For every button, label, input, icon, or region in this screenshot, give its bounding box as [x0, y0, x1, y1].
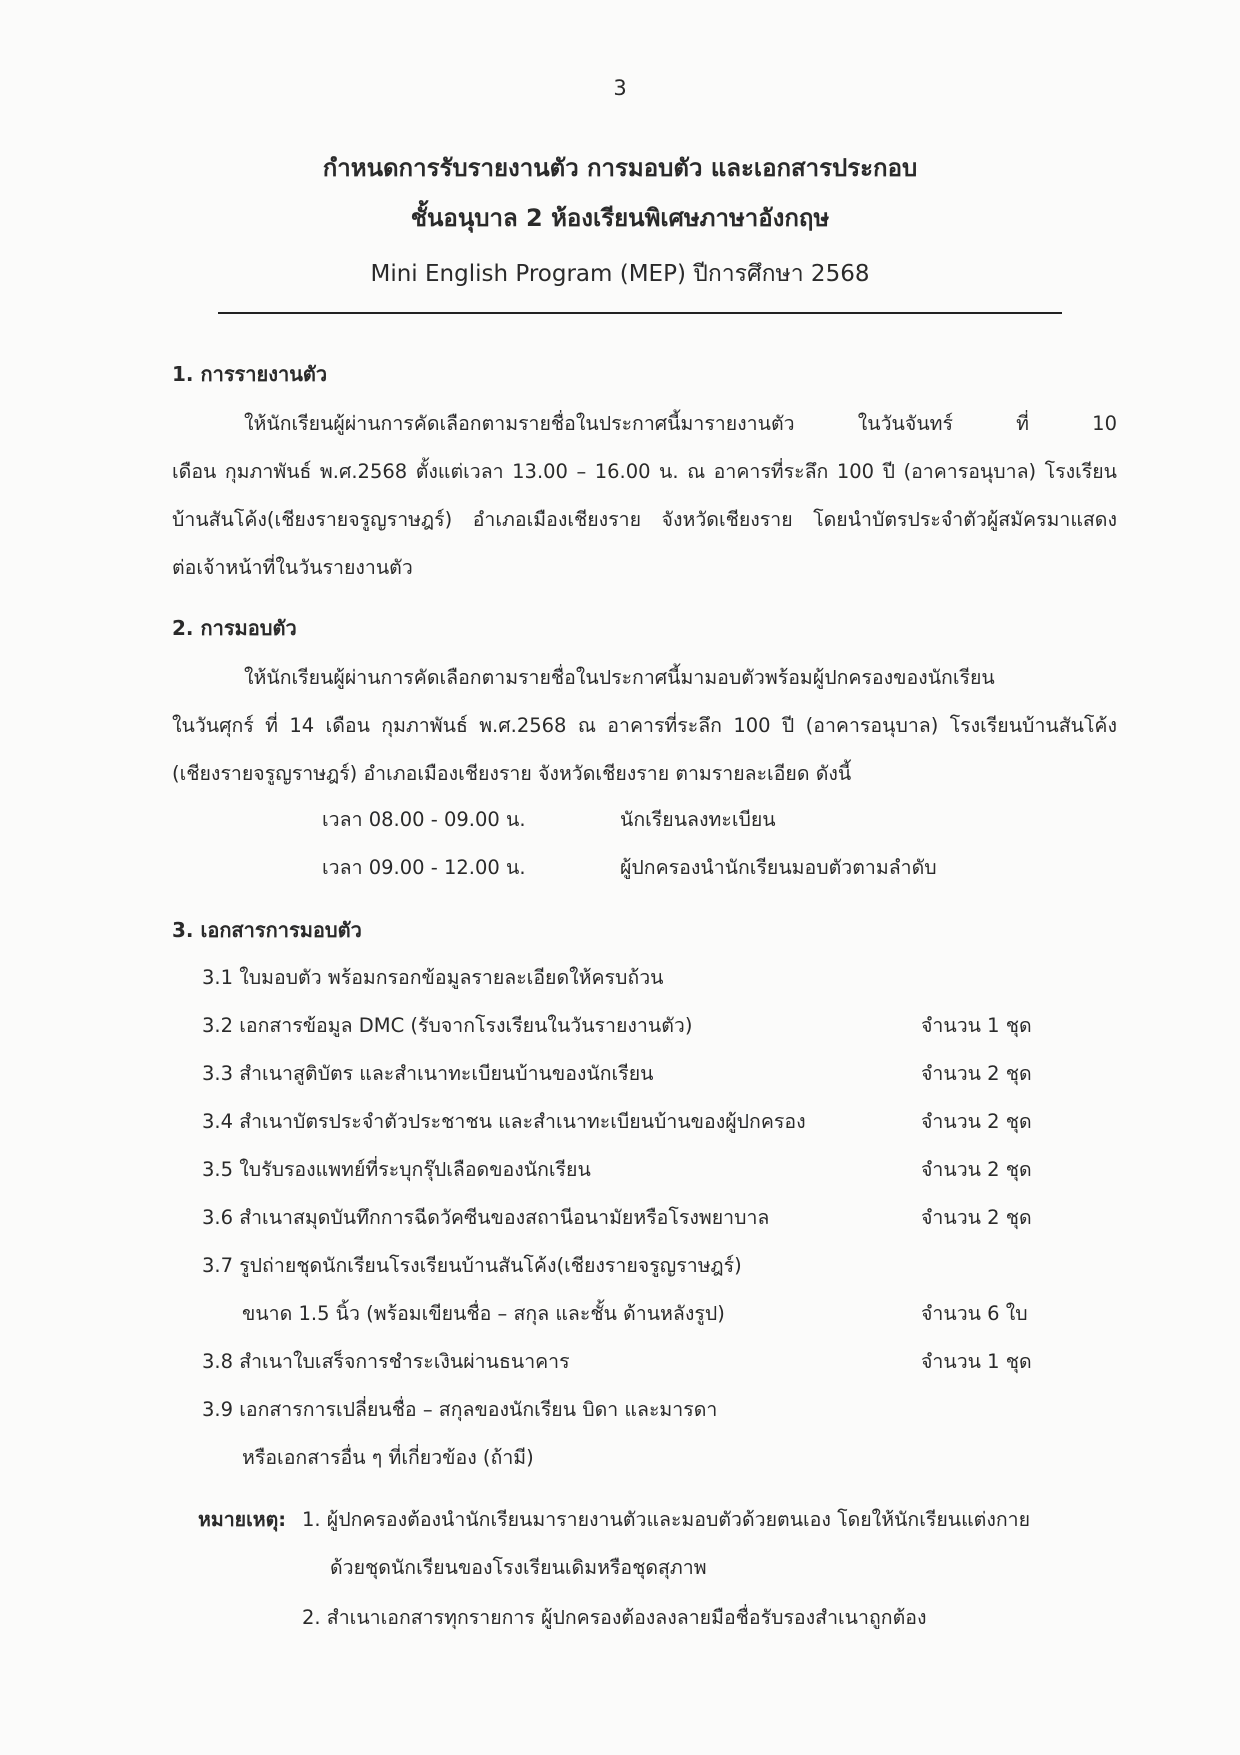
schedule-activity: นักเรียนลงทะเบียน [620, 808, 776, 831]
section2-line2: ในวันศุกร์ ที่ 14 เดือน กุมภาพันธ์ พ.ศ.2568 ณ อาคารที่ระลึก 100 ปี (อาคารอนุบาล) โรงเรียนบ้านสันโค้ง [172, 714, 1117, 737]
document-item-continuation: ขนาด 1.5 นิ้ว (พร้อมเขียนชื่อ – สกุล และชั้น ด้านหลังรูป) [242, 1302, 725, 1325]
document-item-qty: จำนวน 6 ใบ [921, 1302, 1028, 1325]
section1-heading: 1. การรายงานตัว [172, 362, 328, 386]
document-title-line1: กำหนดการรับรายงานตัว การมอบตัว และเอกสารประกอบ [322, 154, 918, 182]
document-item-qty: จำนวน 2 ชุด [921, 1206, 1032, 1229]
note-2: 2. สำเนาเอกสารทุกรายการ ผู้ปกครองต้องลงลายมือชื่อรับรองสำเนาถูกต้อง [302, 1606, 927, 1629]
schedule-activity: ผู้ปกครองนำนักเรียนมอบตัวตามลำดับ [620, 856, 937, 879]
section2-heading: 2. การมอบตัว [172, 616, 297, 640]
section2-line1: ให้นักเรียนผู้ผ่านการคัดเลือกตามรายชื่อในประกาศนี้มามอบตัวพร้อมผู้ปกครองของนักเรียน [244, 666, 995, 689]
document-item: 3.6 สำเนาสมุดบันทึกการฉีดวัคซีนของสถานีอนามัยหรือโรงพยาบาล [202, 1206, 770, 1229]
section1-line4: ต่อเจ้าหน้าที่ในวันรายงานตัว [172, 556, 413, 579]
document-item: 3.9 เอกสารการเปลี่ยนชื่อ – สกุลของนักเรียน บิดา และมารดา [202, 1398, 718, 1421]
document-item: 3.2 เอกสารข้อมูล DMC (รับจากโรงเรียนในวันรายงานตัว) [202, 1014, 693, 1037]
title-divider [218, 312, 1062, 314]
document-item-continuation: หรือเอกสารอื่น ๆ ที่เกี่ยวข้อง (ถ้ามี) [242, 1446, 534, 1469]
section1-line1: ให้นักเรียนผู้ผ่านการคัดเลือกตามรายชื่อในประกาศนี้มารายงานตัว ในวันจันทร์ ที่ 10 [244, 412, 1117, 435]
schedule-time: เวลา 09.00 - 12.00 น. [322, 856, 526, 879]
document-item: 3.7 รูปถ่ายชุดนักเรียนโรงเรียนบ้านสันโค้ง(เชียงรายจรูญราษฎร์) [202, 1254, 742, 1277]
note-1: 1. ผู้ปกครองต้องนำนักเรียนมารายงานตัวและมอบตัวด้วยตนเอง โดยให้นักเรียนแต่งกาย [302, 1508, 1031, 1531]
document-item-qty: จำนวน 2 ชุด [921, 1062, 1032, 1085]
notes-label: หมายเหตุ: [198, 1508, 287, 1531]
note-1-continuation: ด้วยชุดนักเรียนของโรงเรียนเดิมหรือชุดสุภาพ [330, 1556, 707, 1579]
document-item: 3.1 ใบมอบตัว พร้อมกรอกข้อมูลรายละเอียดให้ครบถ้วน [202, 966, 664, 989]
section1-line2: เดือน กุมภาพันธ์ พ.ศ.2568 ตั้งแต่เวลา 13.00 – 16.00 น. ณ อาคารที่ระลึก 100 ปี (อาคารอนุบาล) โรงเรียน [172, 460, 1117, 483]
document-item-qty: จำนวน 1 ชุด [921, 1014, 1032, 1037]
schedule-time: เวลา 08.00 - 09.00 น. [322, 808, 526, 831]
document-item-qty: จำนวน 1 ชุด [921, 1350, 1032, 1373]
section2-line3: (เชียงรายจรูญราษฎร์) อำเภอเมืองเชียงราย จังหวัดเชียงราย ตามรายละเอียด ดังนี้ [172, 762, 852, 785]
section3-heading: 3. เอกสารการมอบตัว [172, 918, 362, 942]
page-number: 3 [613, 76, 627, 100]
document-item-qty: จำนวน 2 ชุด [921, 1158, 1032, 1181]
document-item: 3.8 สำเนาใบเสร็จการชำระเงินผ่านธนาคาร [202, 1350, 570, 1373]
document-title-line3: Mini English Program (MEP) ปีการศึกษา 2568 [370, 261, 870, 287]
document-title-line2: ชั้นอนุบาล 2 ห้องเรียนพิเศษภาษาอังกฤษ [410, 204, 830, 232]
document-item: 3.5 ใบรับรองแพทย์ที่ระบุกรุ๊ปเลือดของนักเรียน [202, 1158, 591, 1181]
section1-line3: บ้านสันโค้ง(เชียงรายจรูญราษฎร์) อำเภอเมืองเชียงราย จังหวัดเชียงราย โดยนำบัตรประจำตัวผู้สมัครมาแสดง [172, 508, 1117, 531]
document-item-qty: จำนวน 2 ชุด [921, 1110, 1032, 1133]
document-item: 3.4 สำเนาบัตรประจำตัวประชาชน และสำเนาทะเบียนบ้านของผู้ปกครอง [202, 1110, 806, 1133]
document-item: 3.3 สำเนาสูติบัตร และสำเนาทะเบียนบ้านของนักเรียน [202, 1062, 654, 1085]
